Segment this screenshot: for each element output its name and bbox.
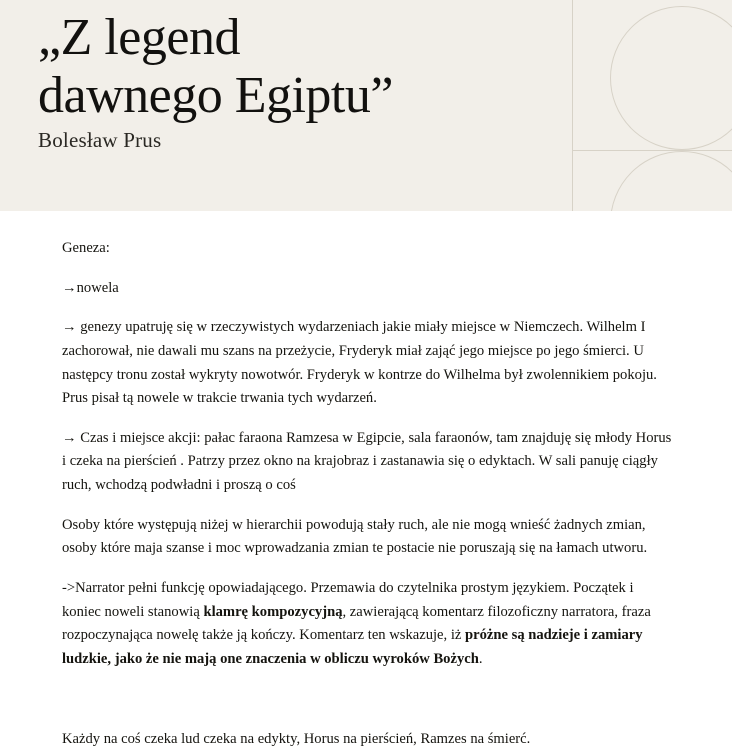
page-title xyxy=(38,9,578,124)
section-heading-geneza: Geneza: xyxy=(62,240,110,256)
narrator-bold-2: próżne są nadzieje i zamiary ludzkie, jako że nie mają one znaczenia w obliczu wyroków Bożych xyxy=(62,627,643,667)
narrator-text-2: , zawierającą komentarz filozoficzny narratora, fraza rozpoczynająca nowelę także ją kończy. Komentarz ten wskazuje, iż xyxy=(62,603,651,644)
page-title-line-2: dawnego Egiptu” xyxy=(38,67,393,124)
document-body xyxy=(0,211,732,751)
paragraph-spacer xyxy=(62,688,672,704)
document-author: Bolesław Prus xyxy=(38,128,162,152)
narrator-text-3: . xyxy=(478,650,483,667)
paragraph-kazdy: Każdy na coś czeka lud czeka na edykty, Horus na pierścień, Ramzes na śmierć. xyxy=(62,730,531,747)
header-text-block xyxy=(38,9,578,153)
document-header xyxy=(0,0,732,211)
decoration-horizontal-line xyxy=(572,150,732,151)
page-title-line-1: „Z legend xyxy=(38,9,240,66)
narrator-bold-1: klamrę kompozycyjną xyxy=(203,603,343,620)
narrator-text-1: ->Narrator pełni funkcję opowiadającego. Przemawia do czytelnika prostym językiem. Początek i koniec noweli stanowią xyxy=(62,580,634,620)
header-decoration xyxy=(572,0,732,211)
paragraph-narrator xyxy=(62,577,672,672)
paragraph-osoby: Osoby które występują niżej w hierarchii powodują stały ruch, ale nie mogą wnieść żadnych zmian, osoby które maja szanse i moc wprowadzania zmian te postacie nie poruszają się na łamach utworu. xyxy=(62,516,648,557)
paragraph-nowela: →nowela xyxy=(62,279,119,296)
paragraph-geneza: → genezy upatruję się w rzeczywistych wydarzeniach jakie miały miejsce w Niemczech. Wilhelm I zachorował, nie dawali mu szans na przeżycie, Fryderyk miał zająć jego miejsce po jego śmierci. U następcy tronu został wykryty nowotwór. Fryderyk w kontrze do Wilhelma był zwolennikiem pokoju. Prus pisał tą nowele w trakcie trwania tych wydarzeń. xyxy=(62,319,657,407)
paragraph-czas-miejsce: → Czas i miejsce akcji: pałac faraona Ramzesa w Egipcie, sala faraonów, tam znajduję się młody Horus i czeka na pierścień . Patrzy przez okno na krajobraz i zastanawia się o edyktach. W sali panuję ciągły ruch, wchodzą podwładni i proszą o coś xyxy=(62,429,672,494)
decoration-circle-bottom xyxy=(610,151,732,211)
decoration-circle-top xyxy=(610,6,732,150)
